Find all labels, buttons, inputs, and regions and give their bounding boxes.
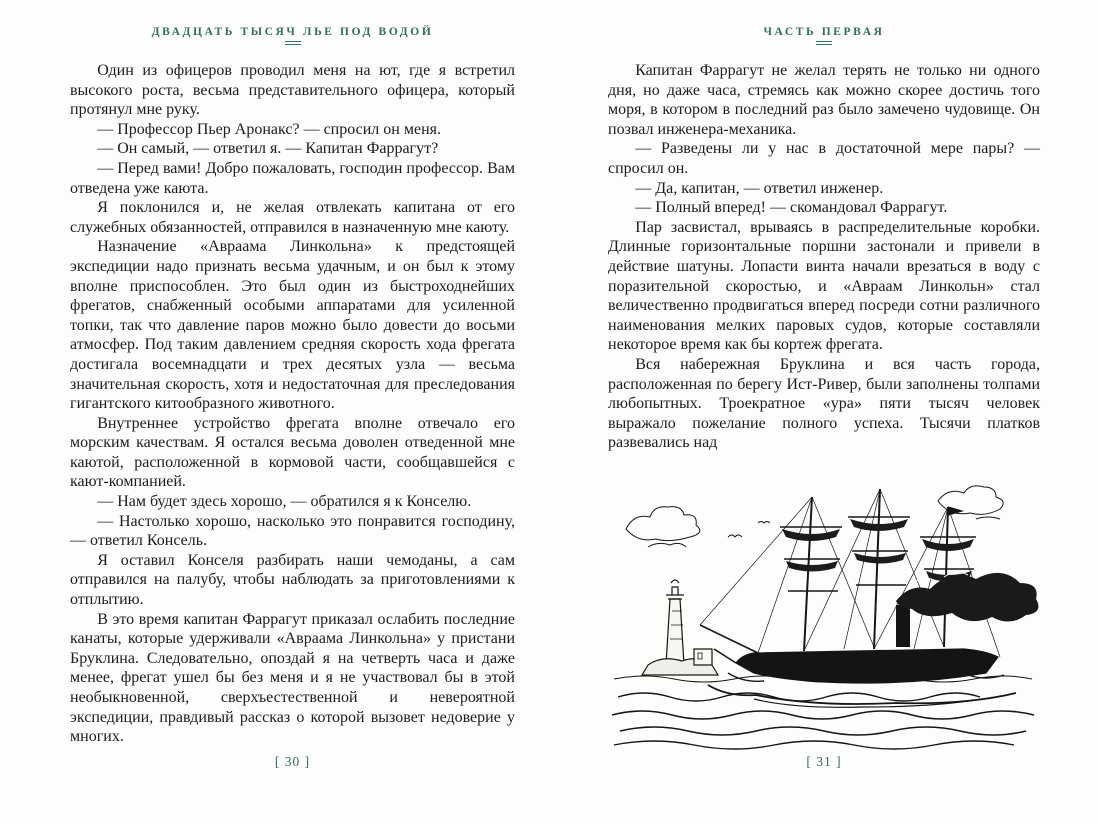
paragraph: Внутреннее устройство фрегата вполне отвечало его морским качествам. Я остался весьма доволен отведенной мне каютой, расположенной в кормовой части, сообщавшейся с кают-компанией. bbox=[70, 414, 515, 491]
paragraph: Один из офицеров проводил меня на ют, где я встретил высокого роста, весьма представительного офицера, который протянул мне руку. bbox=[70, 62, 515, 119]
right-page bbox=[550, 0, 1100, 825]
paragraph: Я оставил Конселя разбирать наши чемоданы, а сам отправился на палубу, чтобы наблюдать за приготовлениями к отплытию. bbox=[70, 551, 515, 609]
running-head-ornament bbox=[816, 41, 832, 45]
paragraph: Пар засвистал, врываясь в распределительные коробки. Длинные горизонтальные поршни застонали и привели в действие шатуны. Лопасти винта начали врезаться в воду с поразительной скоростью, и «Авраам Линкольн» стал величественно продвигаться вперед посреди сотни различного наименования мелких паровых судов, которые составляли некоторое время как бы кортеж фрегата. bbox=[608, 218, 1040, 354]
paragraph: — Перед вами! Добро пожаловать, господин профессор. Вам отведена уже каюта. bbox=[70, 159, 515, 197]
paragraph: Назначение «Авраама Линкольна» к предстоящей экспедиции надо признать весьма удачным, и он был к этому вполне приспособлен. Это был один из быстроходнейших фрегатов, снабженный особыми аппаратами для усиленной топки, так что давление паров можно было довести до восьми атмосфер. Под таким давлением средняя скорость хода фрегата достигала восемнадцати и трех десятых узла — весьма значительная скорость, хотя и недостаточная для преследования гигантского китообразного животного. bbox=[70, 238, 515, 413]
right-page-header bbox=[608, 26, 1040, 45]
left-page-header bbox=[70, 26, 515, 45]
page-number: [ 30 ] bbox=[274, 754, 311, 769]
left-page-text bbox=[70, 61, 515, 747]
paragraph: Я поклонился и, не желая отвлекать капитана от его служебных обязанностей, отправился в назначенную мне каюту. bbox=[70, 199, 515, 236]
paragraph: — Полный вперед! — скомандовал Фаррагут. bbox=[635, 199, 948, 217]
paragraph: — Нам будет здесь хорошо, — обратился я к Конселю. bbox=[97, 493, 472, 511]
ship-illustration bbox=[608, 467, 1040, 755]
paragraph: Вся набережная Бруклина и вся часть города, расположенная по берегу Ист-Ривер, были заполнены толпами любопытных. Троекратное «ура» пяти тысяч человек выражало пожелание полного успеха. Тысячи платков развевались над bbox=[608, 355, 1040, 452]
paragraph: Капитан Фаррагут не желал терять не только ни одного дня, но даже часа, стремясь как можно скорее достичь того моря, в котором в последний раз было замечено чудовище. Он позвал инженера-механика. bbox=[608, 62, 1040, 138]
paragraph: В это время капитан Фаррагут приказал ослабить последние канаты, которые удерживали «Авраама Линкольна» у пристани Бруклина. Следовательно, опоздай я на четверть часа и даже менее, фрегат ушел бы без меня и я не участвовал бы в этой необыкновенной, сверхъестественной и невероятной экспедиции, правдивый рассказ о которой вызовет недоверие у многих. bbox=[70, 610, 515, 746]
paragraph: — Разведены ли у нас в достаточной мере пары? — спросил он. bbox=[608, 140, 1040, 177]
running-head: ДВАДЦАТЬ ТЫСЯЧ ЛЬЕ ПОД ВОДОЙ bbox=[151, 26, 434, 38]
running-head: ЧАСТЬ ПЕРВАЯ bbox=[763, 26, 885, 38]
running-head-ornament bbox=[285, 41, 301, 45]
paragraph: — Настолько хорошо, насколько это понравится господину, — ответил Консель. bbox=[70, 512, 515, 550]
page-number: [ 31 ] bbox=[806, 754, 842, 769]
paragraph: — Да, капитан, — ответил инженер. bbox=[635, 179, 884, 197]
paragraph: — Он самый, — ответил я. — Капитан Фаррагут? bbox=[97, 140, 439, 158]
paragraph: — Профессор Пьер Аронакс? — спросил он меня. bbox=[97, 120, 441, 138]
right-page-text bbox=[608, 61, 1040, 453]
